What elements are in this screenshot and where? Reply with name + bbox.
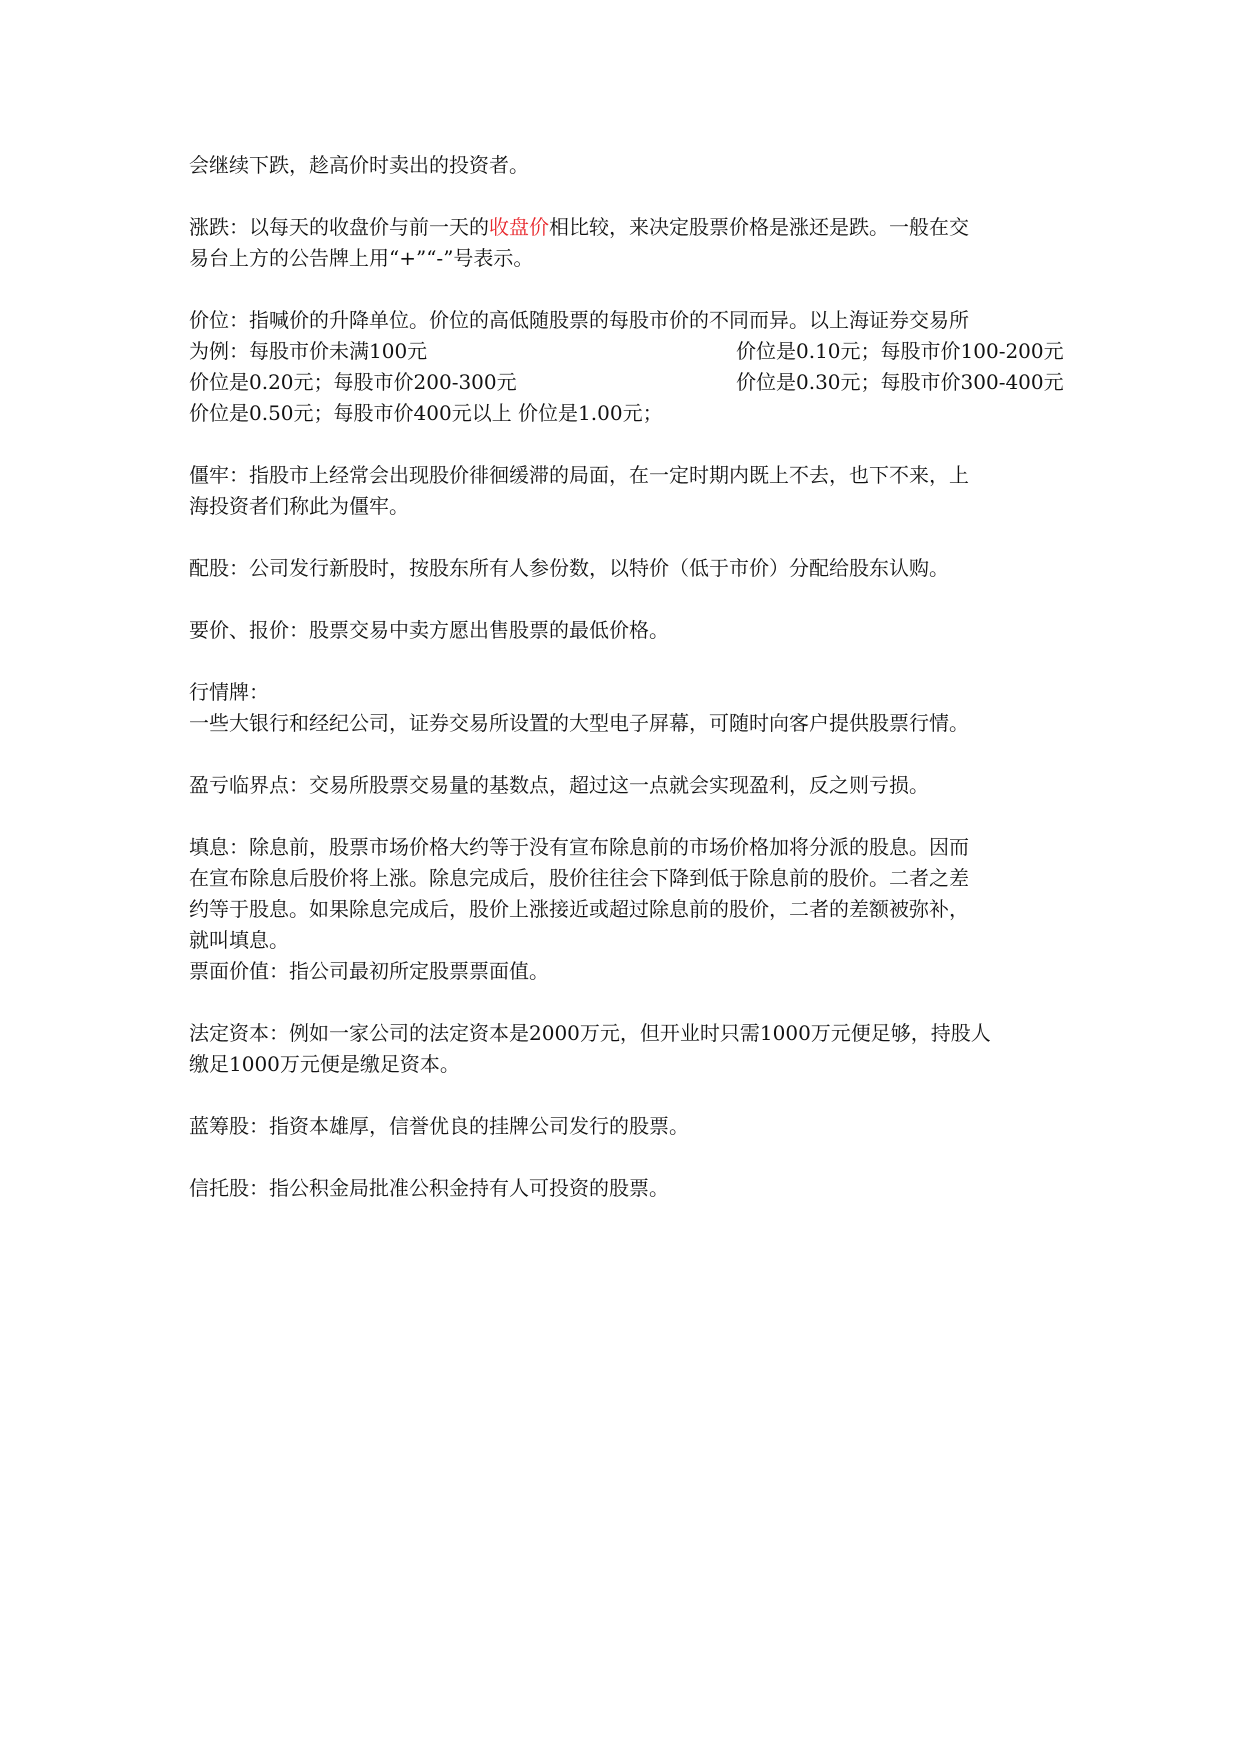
paragraph-zhangdie bbox=[189, 212, 1061, 274]
piaomian-text: 票面价值：指公司最初所定股票票面值。 bbox=[189, 959, 549, 983]
paragraph-piaomian bbox=[189, 956, 1061, 987]
zhangdie-text-pre: 涨跌：以每天的收盘价与前一天的 bbox=[189, 215, 489, 239]
peigu-text: 配股：公司发行新股时，按股东所有人参份数，以特价（低于市价）分配给股东认购。 bbox=[189, 556, 949, 580]
zhangdie-highlight: 收盘价 bbox=[489, 215, 549, 239]
jiawei-row-1 bbox=[189, 336, 1064, 367]
hangqing-line-1: 行情牌： bbox=[189, 680, 269, 704]
paragraph-intro bbox=[189, 150, 1061, 181]
paragraph-tianxi bbox=[189, 832, 1061, 956]
document-body bbox=[189, 150, 1064, 1235]
paragraph-xintuo bbox=[189, 1173, 1061, 1204]
fading-line-2: 缴足1000万元便是缴足资本。 bbox=[189, 1052, 460, 1076]
jiawei-row-1-left: 为例：每股市价未满100元 bbox=[189, 339, 428, 363]
jiawei-row-1-right: 价位是0.10元；每股市价100-200元 bbox=[736, 339, 1064, 363]
jianglao-line-2: 海投资者们称此为僵牢。 bbox=[189, 494, 409, 518]
jiawei-row-2-left: 价位是0.20元；每股市价200-300元 bbox=[189, 370, 517, 394]
jiawei-row-2 bbox=[189, 367, 1064, 398]
paragraph-peigu bbox=[189, 553, 1061, 584]
tianxi-line-2: 在宣布除息后股价将上涨。除息完成后，股价往往会下降到低于除息前的股价。二者之差 bbox=[189, 866, 969, 890]
intro-text: 会继续下跌，趁高价时卖出的投资者。 bbox=[189, 153, 529, 177]
paragraph-lanchou bbox=[189, 1111, 1061, 1142]
xintuo-text: 信托股：指公积金局批准公积金持有人可投资的股票。 bbox=[189, 1176, 669, 1200]
paragraph-yaojia bbox=[189, 615, 1061, 646]
zhangdie-text-post: 相比较，来决定股票价格是涨还是跌。一般在交 bbox=[549, 215, 969, 239]
paragraph-yingkui bbox=[189, 770, 1061, 801]
jiawei-row-3: 价位是0.50元；每股市价400元以上 价位是1.00元； bbox=[189, 401, 663, 425]
tianxi-line-4: 就叫填息。 bbox=[189, 928, 289, 952]
paragraph-jiawei bbox=[189, 305, 1064, 429]
jiawei-line-1: 价位：指喊价的升降单位。价位的高低随股票的每股市价的不同而异。以上海证券交易所 bbox=[189, 308, 969, 332]
jiawei-row-2-right: 价位是0.30元；每股市价300-400元 bbox=[736, 370, 1064, 394]
jianglao-line-1: 僵牢：指股市上经常会出现股价徘徊缓滞的局面，在一定时期内既上不去，也下不来，上 bbox=[189, 463, 969, 487]
paragraph-jianglao bbox=[189, 460, 1061, 522]
zhangdie-line-1 bbox=[189, 212, 1061, 243]
tianxi-line-1: 填息：除息前，股票市场价格大约等于没有宣布除息前的市场价格加将分派的股息。因而 bbox=[189, 835, 969, 859]
fading-line-1: 法定资本：例如一家公司的法定资本是2000万元，但开业时只需1000万元便足够，持股人 bbox=[189, 1021, 991, 1045]
hangqing-line-2: 一些大银行和经纪公司，证券交易所设置的大型电子屏幕，可随时向客户提供股票行情。 bbox=[189, 711, 969, 735]
paragraph-hangqing bbox=[189, 677, 1061, 739]
yingkui-text: 盈亏临界点：交易所股票交易量的基数点，超过这一点就会实现盈利，反之则亏损。 bbox=[189, 773, 929, 797]
zhangdie-line-2: 易台上方的公告牌上用“+”“-”号表示。 bbox=[189, 246, 534, 270]
lanchou-text: 蓝筹股：指资本雄厚，信誉优良的挂牌公司发行的股票。 bbox=[189, 1114, 689, 1138]
paragraph-fading bbox=[189, 1018, 1061, 1080]
tianxi-line-3: 约等于股息。如果除息完成后，股价上涨接近或超过除息前的股价，二者的差额被弥补， bbox=[189, 897, 969, 921]
yaojia-text: 要价、报价：股票交易中卖方愿出售股票的最低价格。 bbox=[189, 618, 669, 642]
